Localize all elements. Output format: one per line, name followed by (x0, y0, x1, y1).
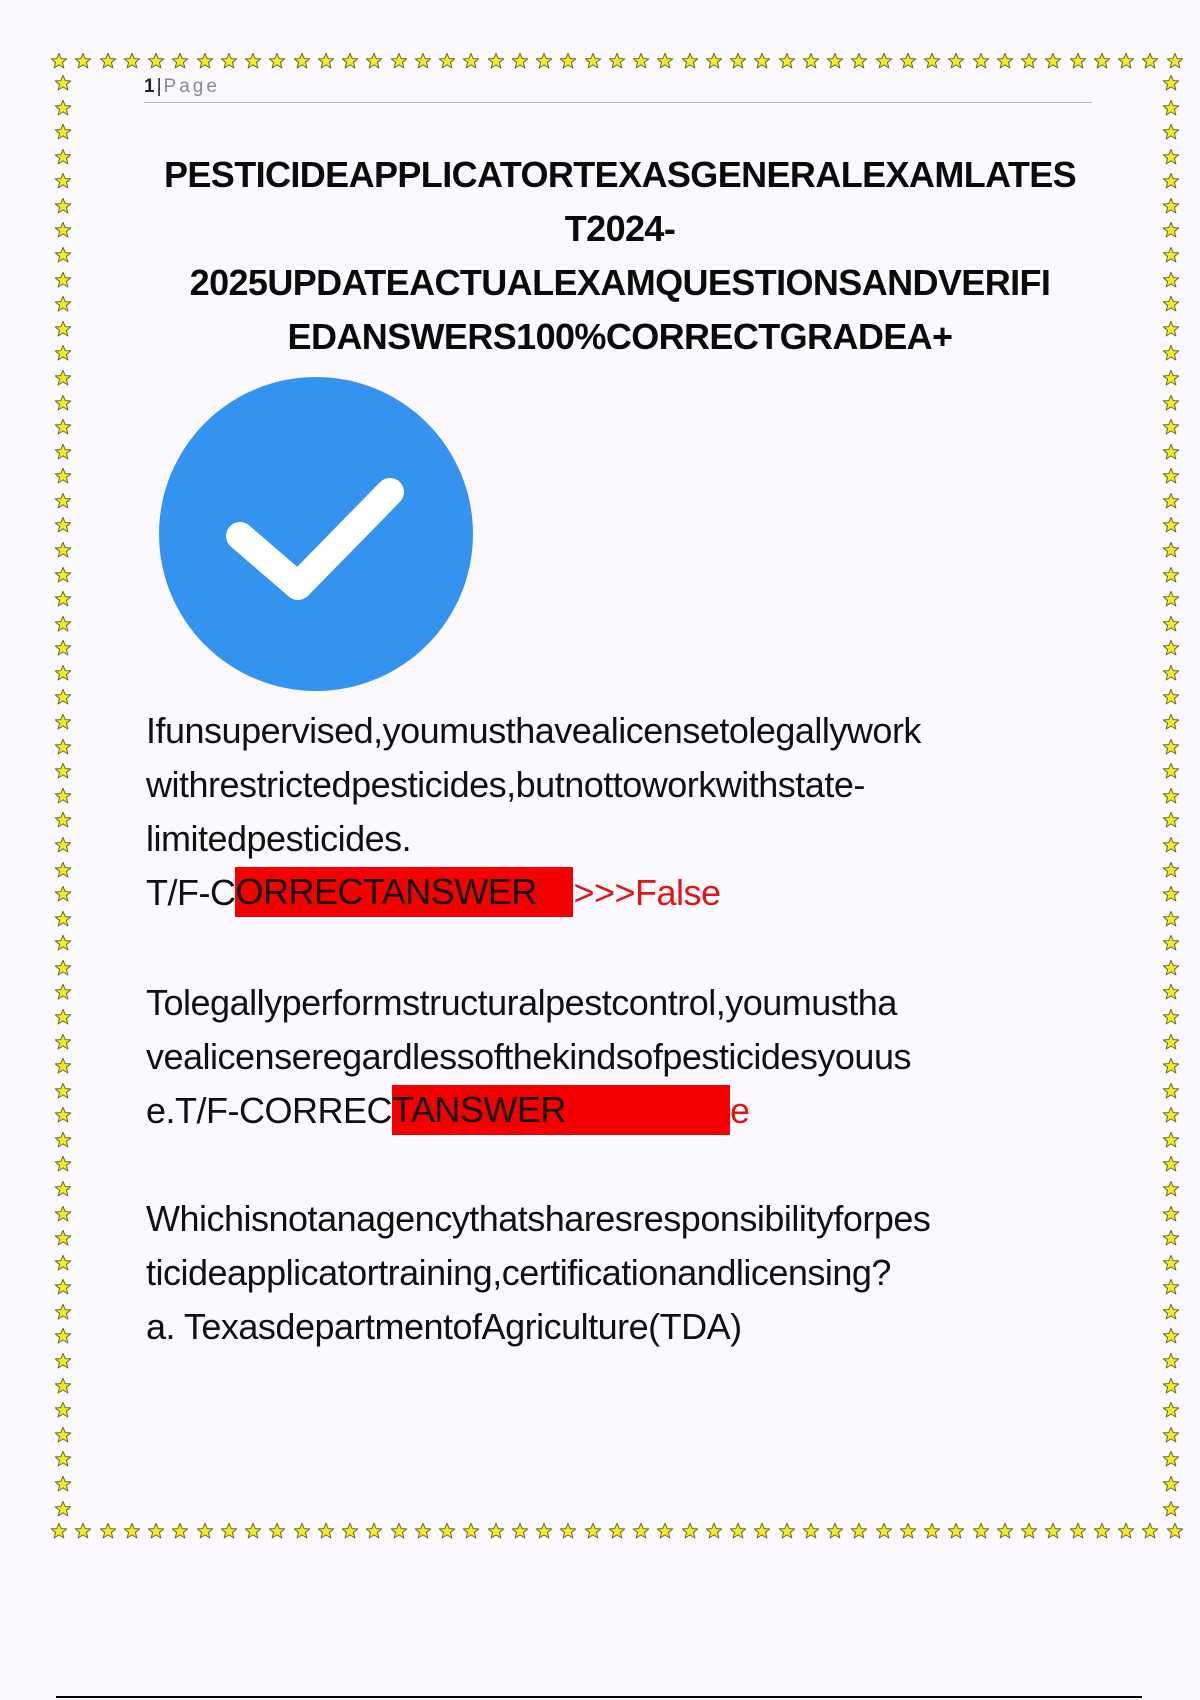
star-icon (1162, 516, 1180, 534)
star-icon (54, 1180, 72, 1198)
star-icon (1162, 197, 1180, 215)
star-icon (1162, 811, 1180, 829)
title-line: 2025UPDATEACTUALEXAMQUESTIONSANDVERIFI (189, 262, 1051, 303)
star-icon (1162, 934, 1180, 952)
star-icon (923, 1522, 941, 1540)
star-icon (705, 52, 723, 70)
star-icon (99, 52, 117, 70)
star-icon (826, 52, 844, 70)
star-icon (899, 52, 917, 70)
star-icon (1162, 1106, 1180, 1124)
star-icon (74, 1522, 92, 1540)
star-icon (1162, 1254, 1180, 1272)
star-icon (54, 516, 72, 534)
star-icon (1162, 148, 1180, 166)
answer-prefix: T/F-C (146, 872, 236, 913)
star-icon (54, 369, 72, 387)
star-icon (54, 148, 72, 166)
star-border-right (1158, 74, 1184, 1518)
star-icon (1162, 443, 1180, 461)
star-icon (1162, 1033, 1180, 1051)
star-icon (1093, 1522, 1111, 1540)
redacted-label: ORRECTANSWER (235, 867, 573, 917)
star-icon (1141, 52, 1159, 70)
star-icon (487, 52, 505, 70)
star-icon (1162, 1450, 1180, 1468)
star-icon (681, 1522, 699, 1540)
star-icon (54, 1057, 72, 1075)
page-separator: | (156, 76, 162, 97)
star-icon (656, 1522, 674, 1540)
star-icon (54, 1155, 72, 1173)
star-icon (1162, 418, 1180, 436)
star-icon (1093, 52, 1111, 70)
star-icon (54, 1106, 72, 1124)
star-icon (54, 861, 72, 879)
star-icon (1162, 1426, 1180, 1444)
star-icon (1162, 320, 1180, 338)
star-icon (54, 295, 72, 313)
star-icon (54, 1205, 72, 1223)
star-icon (123, 1522, 141, 1540)
star-icon (54, 934, 72, 952)
star-icon (1162, 885, 1180, 903)
star-icon (1162, 123, 1180, 141)
star-icon (54, 762, 72, 780)
answer-prefix: e.T/F-CORREC (146, 1090, 392, 1131)
star-icon (54, 344, 72, 362)
star-icon (1162, 1082, 1180, 1100)
star-icon (54, 246, 72, 264)
star-icon (1162, 1500, 1180, 1518)
star-icon (196, 52, 214, 70)
star-icon (1162, 1057, 1180, 1075)
redacted-label: TANSWER (392, 1085, 730, 1135)
star-icon (1162, 861, 1180, 879)
star-icon (947, 1522, 965, 1540)
star-icon (1162, 959, 1180, 977)
star-icon (268, 1522, 286, 1540)
star-icon (1162, 738, 1180, 756)
star-icon (54, 492, 72, 510)
star-icon (54, 910, 72, 928)
star-icon (123, 52, 141, 70)
star-icon (608, 52, 626, 70)
star-icon (365, 52, 383, 70)
star-icon (875, 52, 893, 70)
star-icon (705, 1522, 723, 1540)
star-icon (54, 1426, 72, 1444)
document-title (140, 148, 1100, 364)
star-icon (390, 1522, 408, 1540)
star-icon (54, 99, 72, 117)
title-line: EDANSWERS100%CORRECTGRADEA+ (287, 316, 953, 357)
star-icon (54, 1500, 72, 1518)
star-icon (365, 1522, 383, 1540)
star-icon (1020, 1522, 1038, 1540)
star-icon (1162, 271, 1180, 289)
star-icon (1162, 492, 1180, 510)
star-icon (1162, 1303, 1180, 1321)
page-header (144, 76, 1092, 103)
star-icon (1162, 221, 1180, 239)
star-icon (54, 418, 72, 436)
star-icon (438, 1522, 456, 1540)
star-icon (54, 1401, 72, 1419)
star-icon (535, 52, 553, 70)
star-icon (511, 52, 529, 70)
star-icon (54, 1352, 72, 1370)
star-icon (390, 52, 408, 70)
star-icon (462, 1522, 480, 1540)
star-icon (54, 197, 72, 215)
star-icon (1162, 369, 1180, 387)
badge-circle (159, 377, 473, 691)
question-3 (146, 1192, 1106, 1354)
star-icon (414, 52, 432, 70)
star-icon (1162, 910, 1180, 928)
star-icon (54, 394, 72, 412)
star-icon (54, 467, 72, 485)
star-icon (1162, 74, 1180, 92)
star-icon (54, 1278, 72, 1296)
star-icon (1162, 99, 1180, 117)
star-icon (54, 1475, 72, 1493)
star-icon (947, 52, 965, 70)
star-icon (54, 443, 72, 461)
star-icon (1162, 295, 1180, 313)
star-icon (54, 1082, 72, 1100)
star-icon (826, 1522, 844, 1540)
star-icon (1162, 394, 1180, 412)
star-icon (54, 959, 72, 977)
star-icon (850, 1522, 868, 1540)
star-icon (244, 52, 262, 70)
star-icon (487, 1522, 505, 1540)
star-icon (1162, 639, 1180, 657)
title-line: T2024- (564, 208, 676, 249)
star-icon (1162, 1475, 1180, 1493)
star-icon (1162, 1205, 1180, 1223)
star-icon (54, 1327, 72, 1345)
star-icon (1162, 688, 1180, 706)
star-icon (54, 787, 72, 805)
star-icon (293, 1522, 311, 1540)
star-icon (54, 664, 72, 682)
star-icon (414, 1522, 432, 1540)
answer-value: e (730, 1090, 750, 1131)
star-icon (778, 52, 796, 70)
star-icon (1162, 664, 1180, 682)
star-icon (996, 52, 1014, 70)
star-icon (244, 1522, 262, 1540)
star-icon (729, 52, 747, 70)
star-icon (511, 1522, 529, 1540)
question-text-line: ticideapplicatortraining,certificationandlicensing? (146, 1252, 891, 1293)
star-icon (1162, 246, 1180, 264)
star-icon (1162, 615, 1180, 633)
star-icon (462, 52, 480, 70)
star-icon (54, 221, 72, 239)
star-icon (1162, 836, 1180, 854)
star-icon (54, 1450, 72, 1468)
star-icon (875, 1522, 893, 1540)
question-1 (146, 704, 1106, 920)
star-icon (54, 615, 72, 633)
star-icon (341, 1522, 359, 1540)
star-icon (54, 74, 72, 92)
star-icon (1162, 983, 1180, 1001)
star-icon (608, 1522, 626, 1540)
star-icon (54, 1229, 72, 1247)
question-text-line: a. TexasdepartmentofAgriculture(TDA) (146, 1306, 742, 1347)
star-icon (196, 1522, 214, 1540)
star-icon (147, 52, 165, 70)
answer-line (146, 1084, 1106, 1138)
star-icon (54, 320, 72, 338)
star-icon (54, 1131, 72, 1149)
star-border-left (50, 74, 76, 1518)
check-circle-icon (158, 376, 474, 692)
star-icon (54, 688, 72, 706)
star-icon (54, 172, 72, 190)
star-icon (54, 738, 72, 756)
page-label: Page (163, 76, 220, 97)
star-icon (1162, 566, 1180, 584)
star-icon (1162, 1131, 1180, 1149)
star-icon (972, 1522, 990, 1540)
star-icon (317, 52, 335, 70)
star-icon (1162, 467, 1180, 485)
star-border-bottom (50, 1518, 1184, 1544)
star-icon (1162, 1278, 1180, 1296)
page-number: 1 (144, 76, 155, 97)
star-icon (996, 1522, 1014, 1540)
star-icon (1044, 52, 1062, 70)
star-icon (147, 1522, 165, 1540)
star-icon (54, 123, 72, 141)
star-icon (54, 1033, 72, 1051)
question-text-line: Whichisnotanagencythatsharesresponsibilityforpes (146, 1198, 931, 1239)
star-icon (1162, 344, 1180, 362)
star-icon (99, 1522, 117, 1540)
star-icon (54, 1377, 72, 1395)
star-icon (1162, 541, 1180, 559)
star-icon (1162, 787, 1180, 805)
star-icon (1166, 52, 1184, 70)
star-icon (584, 1522, 602, 1540)
star-icon (1162, 762, 1180, 780)
answer-value: >>>False (573, 872, 721, 913)
star-icon (54, 1303, 72, 1321)
star-icon (1162, 1180, 1180, 1198)
star-icon (220, 1522, 238, 1540)
star-icon (50, 1522, 68, 1540)
question-text-line: vealicenseregardlessofthekindsofpesticidesyouus (146, 1036, 911, 1077)
star-icon (802, 52, 820, 70)
star-icon (1162, 1401, 1180, 1419)
title-line: PESTICIDEAPPLICATORTEXASGENERALEXAMLATES (163, 154, 1077, 195)
star-icon (802, 1522, 820, 1540)
star-icon (1020, 52, 1038, 70)
star-icon (1117, 1522, 1135, 1540)
star-icon (1162, 1155, 1180, 1173)
star-icon (50, 52, 68, 70)
star-icon (632, 52, 650, 70)
star-icon (54, 541, 72, 559)
star-icon (559, 1522, 577, 1540)
star-icon (1162, 1327, 1180, 1345)
star-icon (972, 52, 990, 70)
star-icon (54, 1254, 72, 1272)
star-icon (54, 639, 72, 657)
star-icon (341, 52, 359, 70)
star-icon (729, 1522, 747, 1540)
star-icon (656, 52, 674, 70)
star-icon (1044, 1522, 1062, 1540)
footer-rule (56, 1696, 1142, 1698)
star-icon (54, 836, 72, 854)
star-icon (54, 1008, 72, 1026)
star-icon (438, 52, 456, 70)
star-icon (54, 271, 72, 289)
star-icon (54, 983, 72, 1001)
star-icon (1117, 52, 1135, 70)
star-icon (1141, 1522, 1159, 1540)
star-icon (850, 52, 868, 70)
star-icon (1069, 52, 1087, 70)
star-icon (1162, 1377, 1180, 1395)
question-text-line: limitedpesticides. (146, 818, 412, 859)
question-2 (146, 976, 1106, 1138)
star-icon (1162, 590, 1180, 608)
star-icon (1069, 1522, 1087, 1540)
question-text-line: Tolegallyperformstructuralpestcontrol,youmustha (146, 982, 897, 1023)
star-icon (54, 590, 72, 608)
star-icon (681, 52, 699, 70)
star-icon (559, 52, 577, 70)
star-icon (1162, 1229, 1180, 1247)
star-icon (899, 1522, 917, 1540)
star-icon (923, 52, 941, 70)
star-icon (54, 811, 72, 829)
star-icon (632, 1522, 650, 1540)
star-icon (778, 1522, 796, 1540)
question-text-line: withrestrictedpesticides,butnottoworkwithstate- (146, 764, 865, 805)
question-text-line: Ifunsupervised,youmusthavealicensetolegallywork (146, 710, 921, 751)
star-icon (220, 52, 238, 70)
star-icon (1166, 1522, 1184, 1540)
star-icon (1162, 172, 1180, 190)
star-icon (317, 1522, 335, 1540)
star-icon (535, 1522, 553, 1540)
star-border-top (50, 48, 1184, 74)
star-icon (268, 52, 286, 70)
star-icon (54, 566, 72, 584)
star-icon (293, 52, 311, 70)
answer-line (146, 866, 1106, 920)
star-icon (753, 1522, 771, 1540)
star-icon (171, 1522, 189, 1540)
star-icon (74, 52, 92, 70)
star-icon (1162, 713, 1180, 731)
star-icon (54, 713, 72, 731)
star-icon (584, 52, 602, 70)
star-icon (171, 52, 189, 70)
star-icon (1162, 1008, 1180, 1026)
star-icon (1162, 1352, 1180, 1370)
star-icon (753, 52, 771, 70)
star-icon (54, 885, 72, 903)
